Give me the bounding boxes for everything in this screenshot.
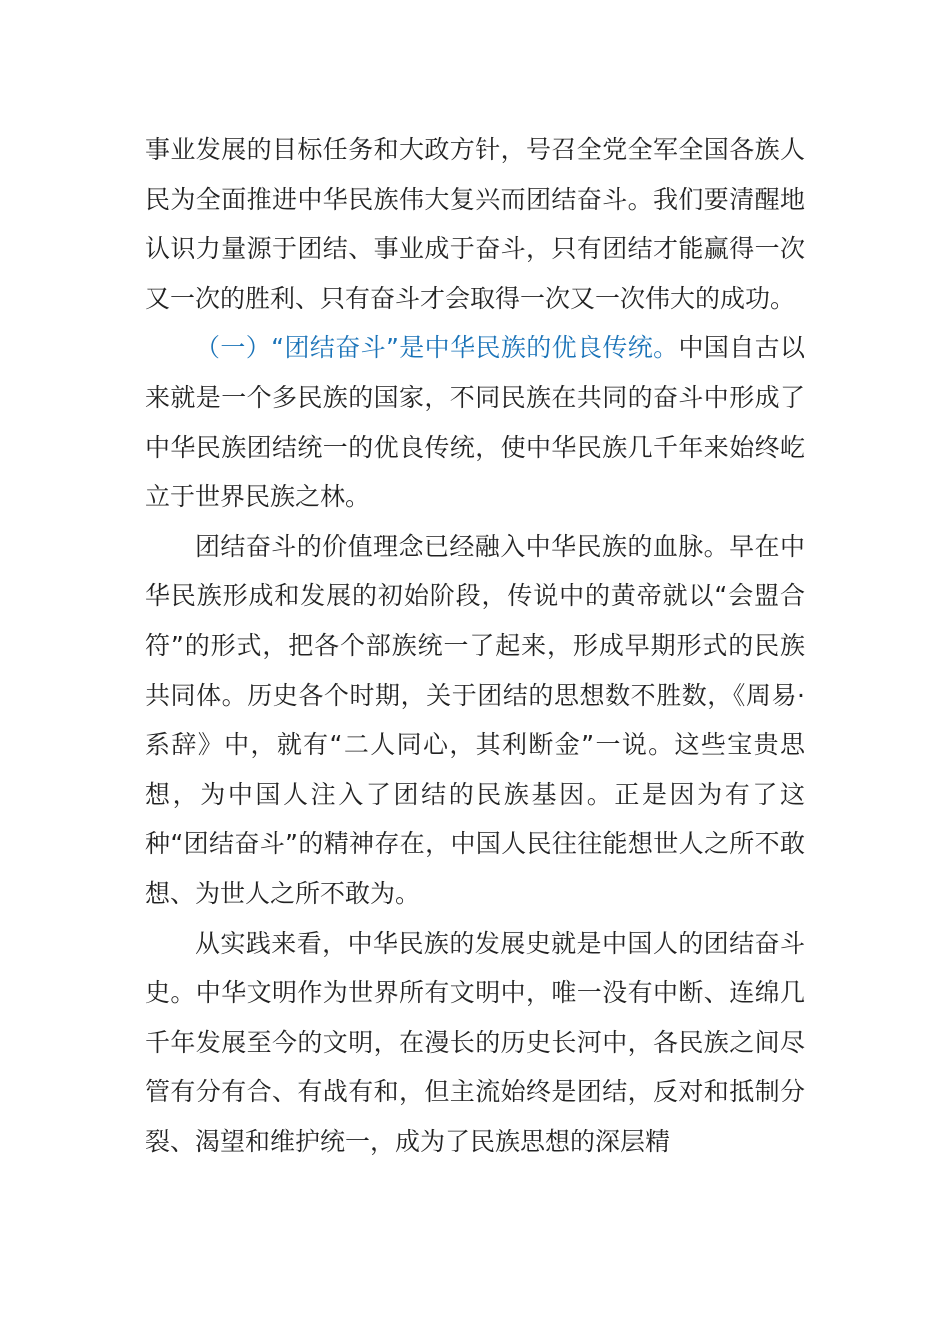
paragraph-section-one (145, 323, 805, 521)
paragraph-text: 中国自古以来就是一个多民族的国家，不同民族在共同的奋斗中形成了中华民族团结统一的优良传统，使中华民族几千年来始终屹立于世界民族之林。 (145, 333, 805, 512)
paragraph-values (145, 522, 805, 919)
section-heading: （一）“团结奋斗”是中华民族的优良传统。 (195, 333, 679, 363)
document-body (145, 125, 805, 1166)
paragraph-practice (145, 919, 805, 1167)
paragraph-text: 事业发展的目标任务和大政方针，号召全党全军全国各族人民为全面推进中华民族伟大复兴而团结奋斗。我们要清醒地认识力量源于团结、事业成于奋斗，只有团结才能赢得一次又一次的胜利、只有奋斗才会取得一次又一次伟大的成功。 (145, 135, 805, 313)
paragraph-text: 从实践来看，中华民族的发展史就是中国人的团结奋斗史。中华文明作为世界所有文明中，唯一没有中断、连绵几千年发展至今的文明，在漫长的历史长河中，各民族之间尽管有分有合、有战有和，但主流始终是团结，反对和抵制分裂、渴望和维护统一，成为了民族思想的深层精 (145, 928, 805, 1156)
paragraph-intro-continued (145, 125, 805, 323)
paragraph-text: 团结奋斗的价值理念已经融入中华民族的血脉。早在中华民族形成和发展的初始阶段，传说中的黄帝就以“会盟合符”的形式，把各个部族统一了起来，形成早期形式的民族共同体。历史各个时期，关于团结的思想数不胜数，《周易·系辞》中，就有“二人同心，其利断金”一说。这些宝贵思想，为中国人注入了团结的民族基因。正是因为有了这种“团结奋斗”的精神存在，中国人民往往能想世人之所不敢想、为世人之所不敢为。 (145, 531, 805, 908)
